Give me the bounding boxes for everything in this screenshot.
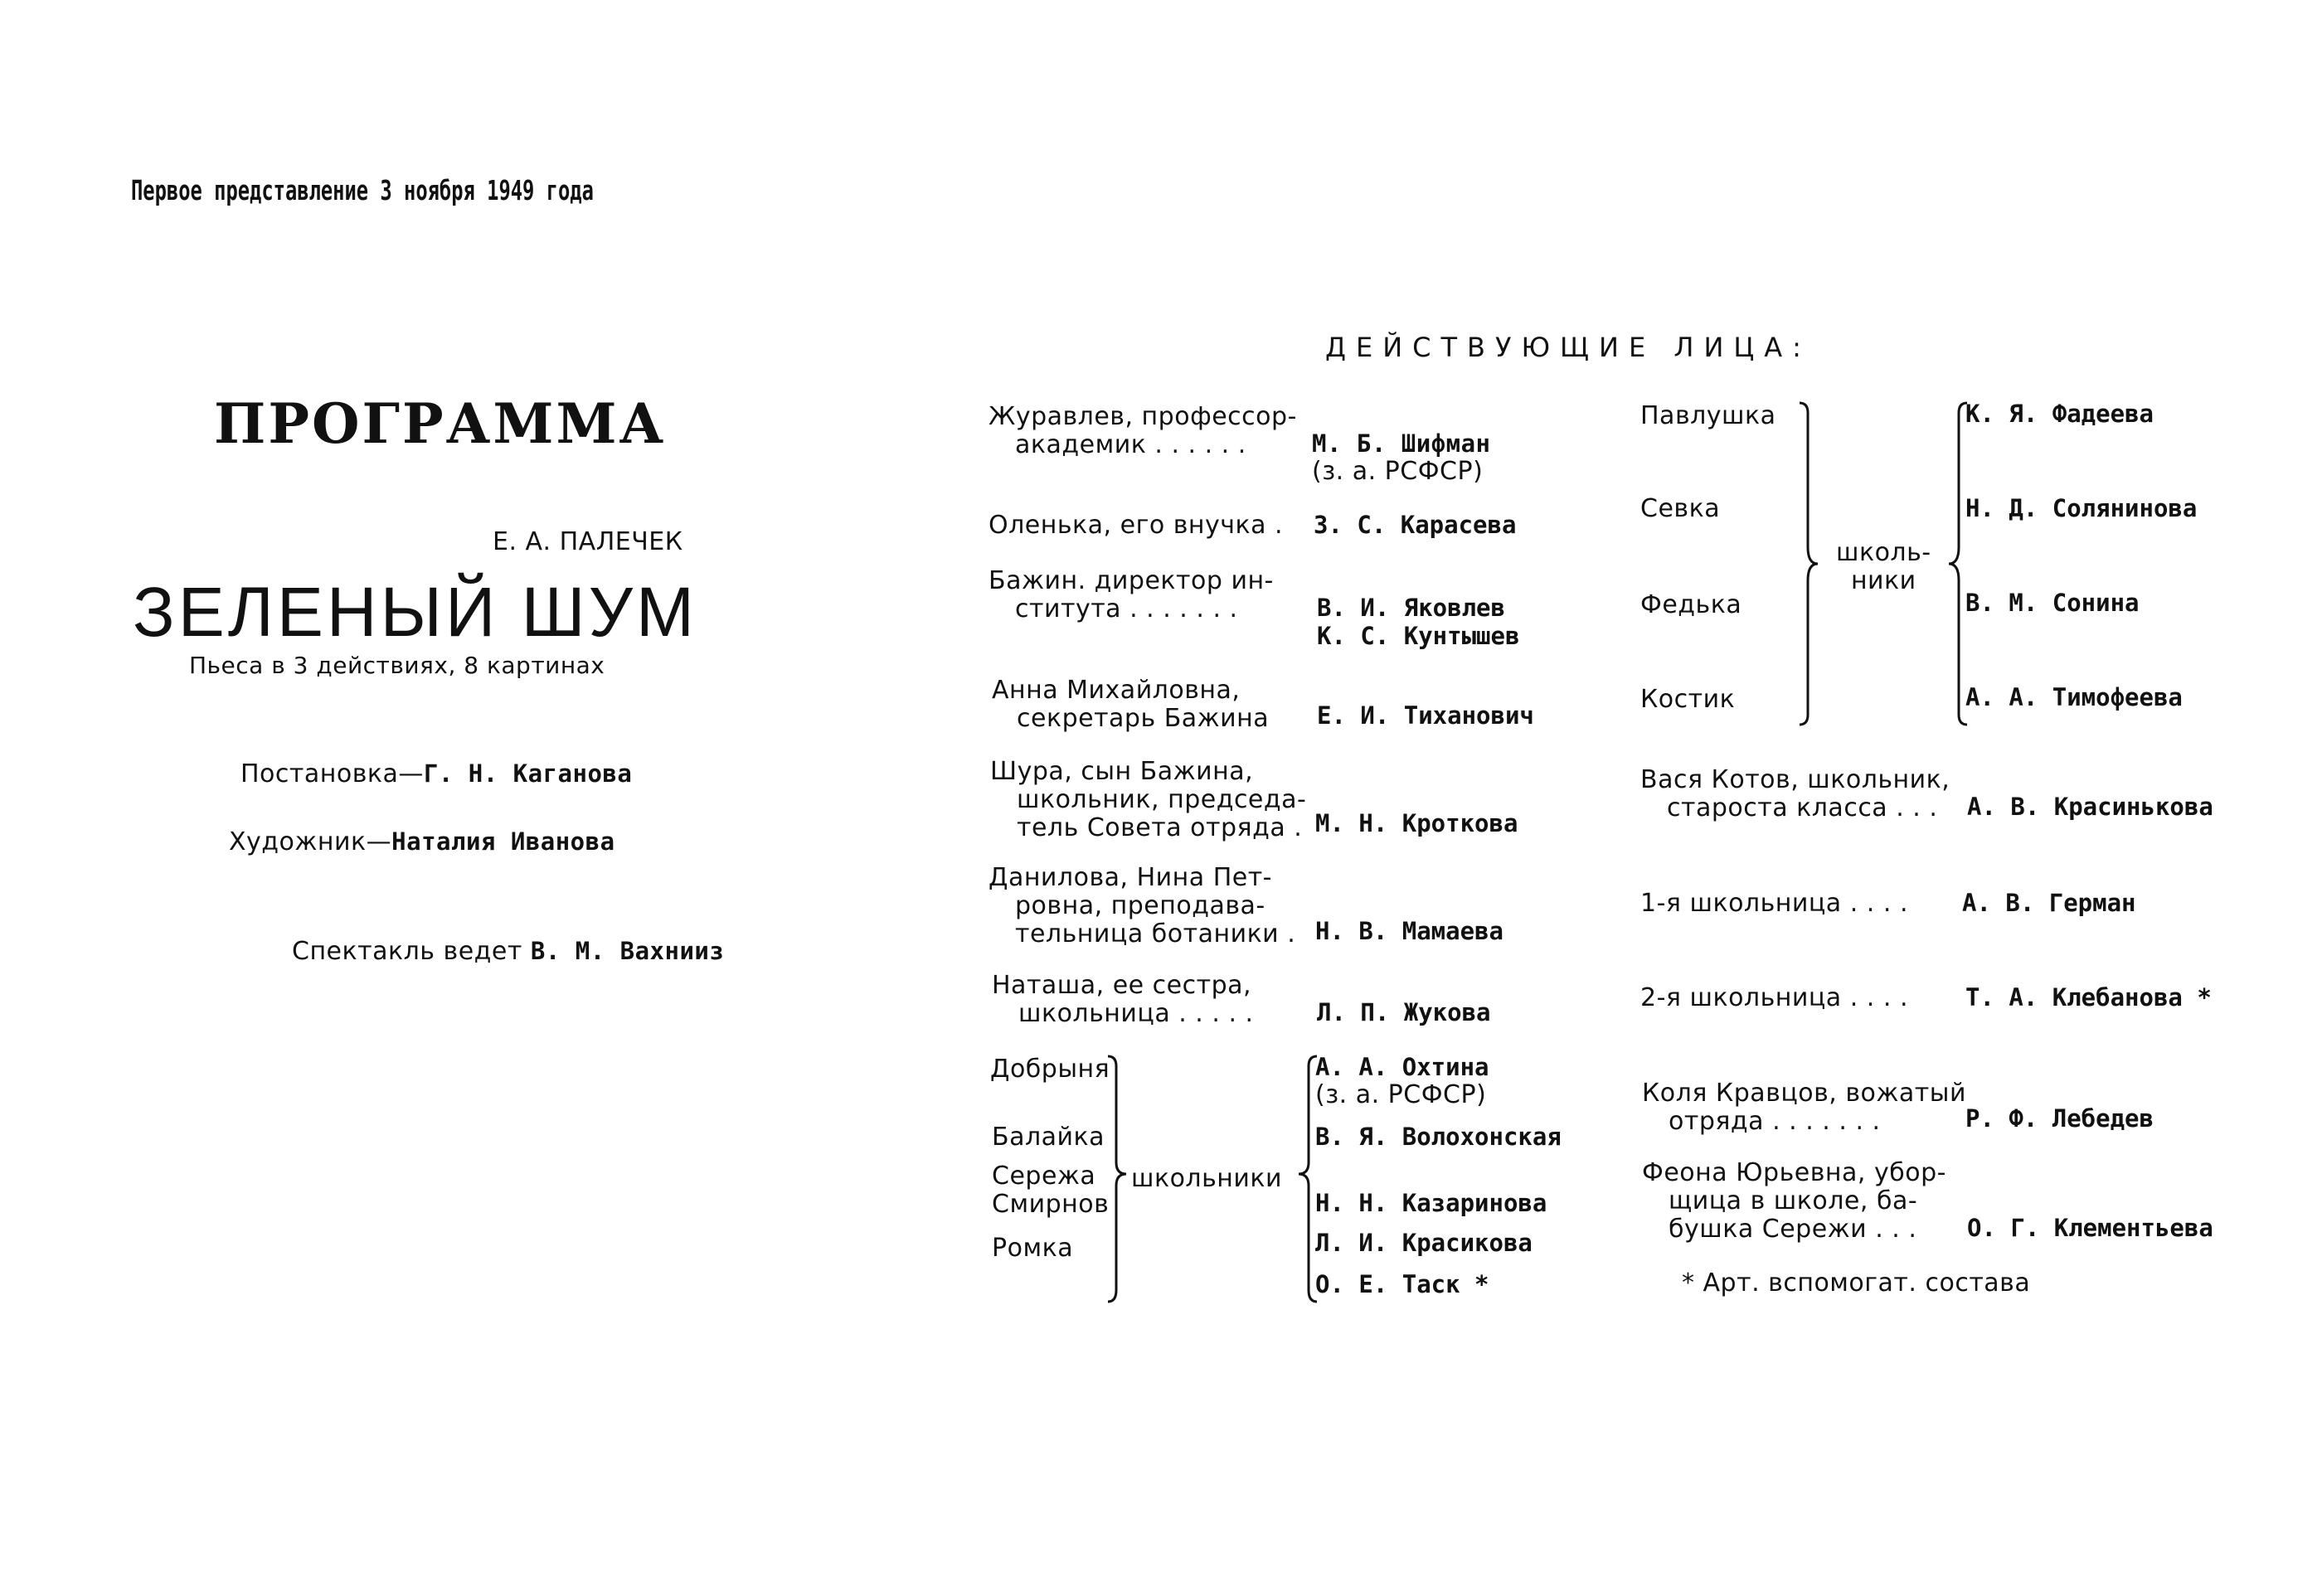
actor-name: К. Я. Фадеева bbox=[1965, 400, 2154, 428]
role: 2-я школьница . . . . bbox=[1640, 983, 1908, 1012]
footnote: * Арт. вспомогат. состава bbox=[1682, 1269, 2031, 1298]
role: Севка bbox=[1640, 494, 1721, 523]
role: школьница . . . . . bbox=[1018, 999, 1254, 1028]
actor-name: Н. В. Мамаева bbox=[1315, 917, 1503, 945]
role: Балайка bbox=[992, 1123, 1105, 1152]
role: 1-я школьница . . . . bbox=[1640, 889, 1908, 918]
artist-label: Художник— bbox=[229, 827, 392, 856]
role: Федька bbox=[1640, 590, 1742, 619]
actor-title: (з. а. РСФСР) bbox=[1315, 1080, 1487, 1109]
role: Данилова, Нина Пет- bbox=[989, 863, 1273, 892]
role bbox=[992, 1162, 1109, 1219]
role: Павлушка bbox=[1640, 401, 1776, 430]
play-title: ЗЕЛЕНЫЙ ШУМ bbox=[133, 573, 697, 651]
direction-line bbox=[240, 759, 632, 788]
cast-entry bbox=[989, 864, 1295, 948]
role: Сережа bbox=[992, 1162, 1096, 1191]
role: Коля Кравцов, вожатый bbox=[1642, 1079, 1966, 1108]
actor-name: Е. И. Тиханович bbox=[1317, 701, 1534, 730]
program-title: ПРОГРАММА bbox=[214, 391, 667, 456]
role: Наташа, ее сестра, bbox=[992, 971, 1252, 1000]
premiere-date: Первое представление 3 ноября 1949 года bbox=[131, 174, 594, 206]
group-label: школьники bbox=[1131, 1164, 1283, 1193]
actor-name: В. И. Яковлев bbox=[1317, 594, 1505, 622]
artist-line bbox=[229, 827, 615, 856]
cast-entry bbox=[990, 758, 1306, 842]
actor-name: А. В. Герман bbox=[1962, 889, 2136, 917]
actor-group bbox=[1315, 1053, 1489, 1109]
role: тельница ботаники . bbox=[1015, 919, 1296, 948]
brace-right-group bbox=[1798, 401, 1823, 726]
role: Шура, сын Бажина, bbox=[990, 757, 1254, 786]
actor-name: О. Г. Клементьева bbox=[1967, 1214, 2213, 1242]
actor-name: К. С. Кунтышев bbox=[1317, 622, 1520, 650]
actor-name: Л. П. Жукова bbox=[1317, 998, 1491, 1026]
direction-name: Г. Н. Каганова bbox=[423, 759, 633, 788]
actor-name: В. Я. Волохонская bbox=[1315, 1123, 1562, 1151]
role: Оленька, его внучка . bbox=[989, 511, 1284, 540]
actor-name: Н. Д. Солянинова bbox=[1965, 494, 2198, 522]
actor-name: Л. И. Красикова bbox=[1315, 1229, 1533, 1257]
actor-name: М. Б. Шифман bbox=[1312, 429, 1491, 458]
actor-name: М. Н. Кроткова bbox=[1315, 809, 1518, 837]
conductor-name: В. М. Вахнииз bbox=[530, 937, 725, 965]
cast-header: ДЕЙСТВУЮЩИЕ ЛИЦА: bbox=[1325, 332, 1811, 363]
role: Костик bbox=[1640, 685, 1736, 714]
role: Добрыня bbox=[990, 1055, 1110, 1084]
role: ровна, преподава- bbox=[1015, 891, 1265, 920]
cast-entry bbox=[989, 567, 1274, 623]
role: бушка Сережи . . . bbox=[1669, 1215, 1917, 1244]
actor-name: Т. А. Клебанова * bbox=[1965, 983, 2212, 1011]
role: Ромка bbox=[992, 1234, 1074, 1263]
actor bbox=[1312, 429, 1491, 486]
actor bbox=[1317, 594, 1519, 650]
role: академик . . . . . . bbox=[1015, 430, 1246, 459]
cast-entry bbox=[992, 677, 1269, 733]
conductor-label: Спектакль ведет bbox=[292, 937, 522, 966]
artist-name: Наталия Иванова bbox=[391, 827, 615, 856]
role: щица в школе, ба- bbox=[1669, 1186, 1918, 1215]
role: отряда . . . . . . . bbox=[1669, 1107, 1881, 1136]
group-label bbox=[1836, 539, 1931, 595]
actor-name: А. А. Охтина bbox=[1315, 1053, 1489, 1081]
role: секретарь Бажина bbox=[1017, 704, 1270, 733]
actor-name: З. С. Карасева bbox=[1314, 511, 1517, 539]
direction-label: Постановка— bbox=[240, 759, 424, 788]
cast-entry bbox=[992, 972, 1254, 1028]
brace-left-group bbox=[1106, 1055, 1131, 1303]
role: Феона Юрьевна, убор- bbox=[1642, 1158, 1946, 1187]
role: тель Совета отряда . bbox=[1017, 813, 1303, 842]
actor-name: В. М. Сонина bbox=[1965, 589, 2140, 617]
play-subtitle: Пьеса в 3 действиях, 8 картинах bbox=[189, 652, 605, 679]
cast-entry bbox=[989, 403, 1297, 459]
actor-name: Н. Н. Казаринова bbox=[1315, 1189, 1547, 1217]
actor-name: Р. Ф. Лебедев bbox=[1965, 1104, 2154, 1133]
role: староста класса . . . bbox=[1667, 793, 1938, 822]
role: Бажин. директор ин- bbox=[989, 566, 1274, 595]
author: Е. А. ПАЛЕЧЕК bbox=[493, 527, 683, 556]
cast-entry bbox=[1640, 766, 1950, 822]
role: Анна Михайловна, bbox=[992, 676, 1241, 705]
cast-entry bbox=[1642, 1159, 1946, 1244]
group-label-line: школь- bbox=[1836, 538, 1931, 567]
group-label-line: ники bbox=[1850, 566, 1916, 595]
brace-right-group-actors bbox=[1944, 401, 1969, 726]
actor-name: А. В. Красинькова bbox=[1967, 793, 2213, 821]
role: Вася Котов, школьник, bbox=[1640, 765, 1950, 794]
conductor-line bbox=[292, 937, 724, 966]
actor-title: (з. а. РСФСР) bbox=[1312, 457, 1484, 486]
actor-name: А. А. Тимофеева bbox=[1965, 683, 2183, 711]
role: Журавлев, профессор- bbox=[989, 402, 1297, 431]
actor-name: О. Е. Таск * bbox=[1315, 1270, 1489, 1298]
cast-entry bbox=[1642, 1079, 1966, 1136]
role: ститута . . . . . . . bbox=[1015, 594, 1238, 623]
role: школьник, председа- bbox=[1017, 785, 1307, 814]
role: Смирнов bbox=[992, 1190, 1110, 1219]
